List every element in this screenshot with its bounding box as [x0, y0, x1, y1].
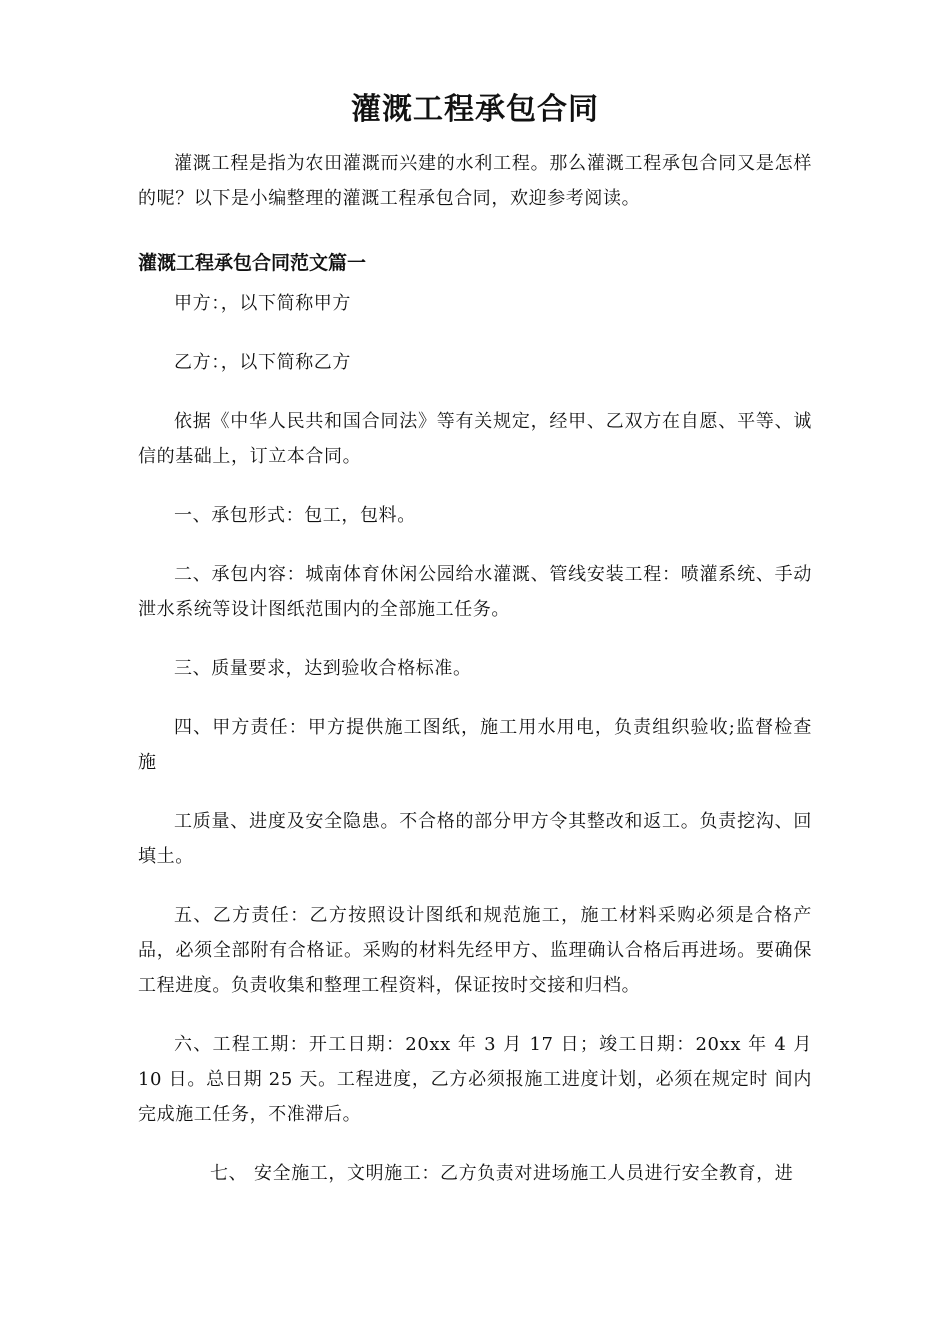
clause-7 [138, 1156, 812, 1191]
clause-5: 五、乙方责任：乙方按照设计图纸和规范施工，施工材料采购必须是合格产品，必须全部附有合格证。采购的材料先经甲方、监理确认合格后再进场。要确保工程进度。负责收集和整理工程资料，保证按时交接和归档。 [138, 905, 812, 996]
clause-2: 二、承包内容：城南体育休闲公园给水灌溉、管线安装工程：喷灌系统、手动泄水系统等设计图纸范围内的全部施工任务。 [138, 564, 812, 620]
clause-1: 一、承包形式：包工，包料。 [174, 505, 416, 526]
party-b-line: 乙方：，以下简称乙方 [174, 352, 351, 373]
clause-7-text: 安全施工，文明施工：乙方负责对进场施工人员进行安全教育，进 [254, 1163, 794, 1184]
intro-paragraph: 灌溉工程是指为农田灌溉而兴建的水利工程。那么灌溉工程承包合同又是怎样的呢？以下是小编整理的灌溉工程承包合同，欢迎参考阅读。 [138, 153, 812, 209]
clause-4-part-1: 四、甲方责任：甲方提供施工图纸，施工用水用电，负责组织验收;监督检查施 [138, 717, 812, 773]
clause-7-number: 七、 [210, 1163, 248, 1184]
document-title: 灌溉工程承包合同 [351, 92, 599, 127]
section-heading: 灌溉工程承包合同范文篇一 [138, 252, 367, 274]
clause-6: 六、工程工期：开工日期：20xx 年 3 月 17 日；竣工日期：20xx 年 4 月 10 日。总日期 25 天。工程进度，乙方必须报施工进度计划，必须在规定时 间内完成施工任务，不准滞后。 [138, 1034, 812, 1125]
document-page [138, 84, 812, 1215]
clause-4-part-2: 工质量、进度及安全隐患。不合格的部分甲方令其整改和返工。负责挖沟、回填土。 [138, 811, 812, 867]
basis-paragraph: 依据《中华人民共和国合同法》等有关规定，经甲、乙双方在自愿、平等、诚信的基础上，订立本合同。 [138, 411, 812, 467]
party-a-line: 甲方：，以下简称甲方 [174, 293, 351, 314]
clause-3: 三、质量要求，达到验收合格标准。 [174, 658, 472, 679]
